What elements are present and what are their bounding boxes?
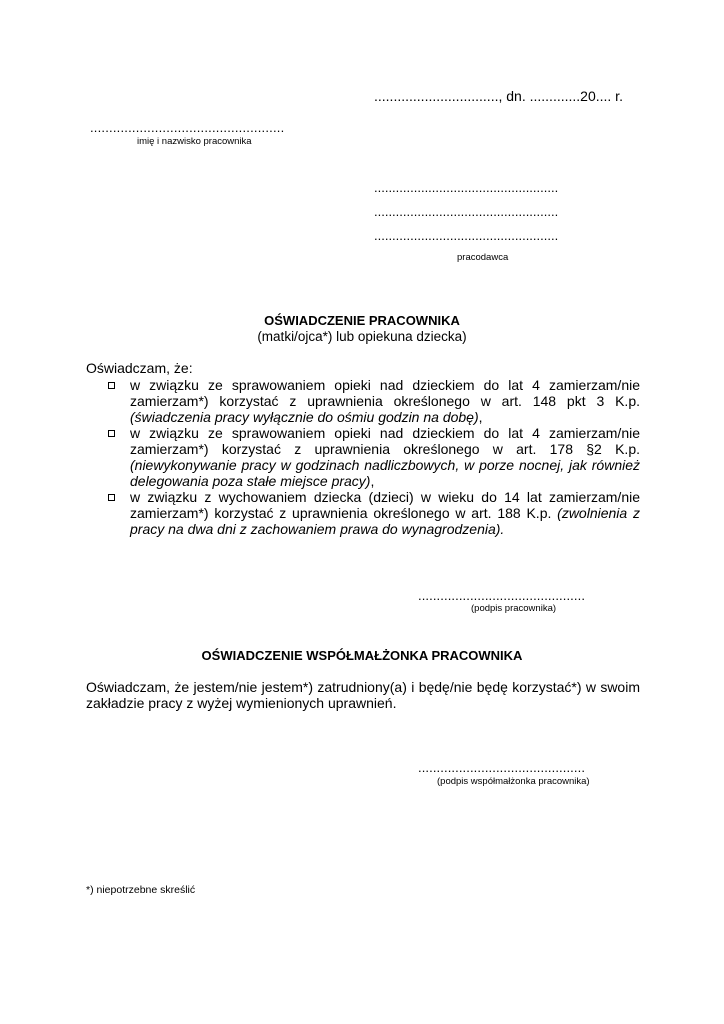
- employee-signature-line: .............................................: [418, 588, 586, 603]
- employer-line-1: ...................................................: [374, 180, 559, 195]
- statement-item: w związku ze sprawowaniem opieki nad dzieckiem do lat 4 zamierzam/nie zamierzam*) korzystać z uprawnienia określonego w art. 178 §2 K.p. (niewykonywanie pracy w godzinach nadliczbowych, w porze nocnej, jak również delegowania poza stałe miejsce pracy),: [108, 425, 640, 489]
- spouse-statement-title: OŚWIADCZENIE WSPÓŁMAŁŻONKA PRACOWNIKA: [201, 648, 523, 663]
- spouse-statement-text: Oświadczam, że jestem/nie jestem*) zatrudniony(a) i będę/nie będę korzystać*) w swoim zakładzie pracy z wyżej wymienionych uprawnień.: [86, 679, 640, 711]
- employer-line-3: ...................................................: [374, 228, 559, 243]
- employee-signature-label: (podpis pracownika): [471, 603, 557, 614]
- employee-statement-subtitle: (matki/ojca*) lub opiekuna dziecka): [257, 329, 467, 344]
- checkbox-bullet-icon: [108, 430, 115, 437]
- checkbox-bullet-icon: [108, 382, 115, 389]
- footnote: *) niepotrzebne skreślić: [86, 884, 196, 896]
- spouse-signature-label: (podpis współmałżonka pracownika): [437, 776, 590, 787]
- statement-intro: Oświadczam, że:: [86, 360, 193, 376]
- statement-items: [108, 377, 640, 537]
- statement-item: w związku ze sprawowaniem opieki nad dzieckiem do lat 4 zamierzam/nie zamierzam*) korzystać z uprawnienia określonego w art. 148 pkt 3 K.p. (świadczenia pracy wyłącznie do ośmiu godzin na dobę),: [108, 377, 640, 425]
- checkbox-bullet-icon: [108, 494, 115, 501]
- employee-name-label: imię i nazwisko pracownika: [137, 136, 252, 147]
- statement-item: w związku z wychowaniem dziecka (dzieci) w wieku do 14 lat zamierzam/nie zamierzam*) korzystać z uprawnienia określonego w art. 188 K.p. (zwolnienia z pracy na dwa dni z zachowaniem prawa do wynagrodzenia).: [108, 489, 640, 537]
- employer-label: pracodawca: [457, 252, 509, 263]
- employee-statement-title: OŚWIADCZENIE PRACOWNIKA: [264, 313, 460, 328]
- date-place-line: ................................, dn. .............20.... r.: [374, 88, 623, 104]
- spouse-signature-line: .............................................: [418, 760, 586, 775]
- employee-name-line: ...................................................: [90, 120, 285, 135]
- employer-line-2: ...................................................: [374, 204, 559, 219]
